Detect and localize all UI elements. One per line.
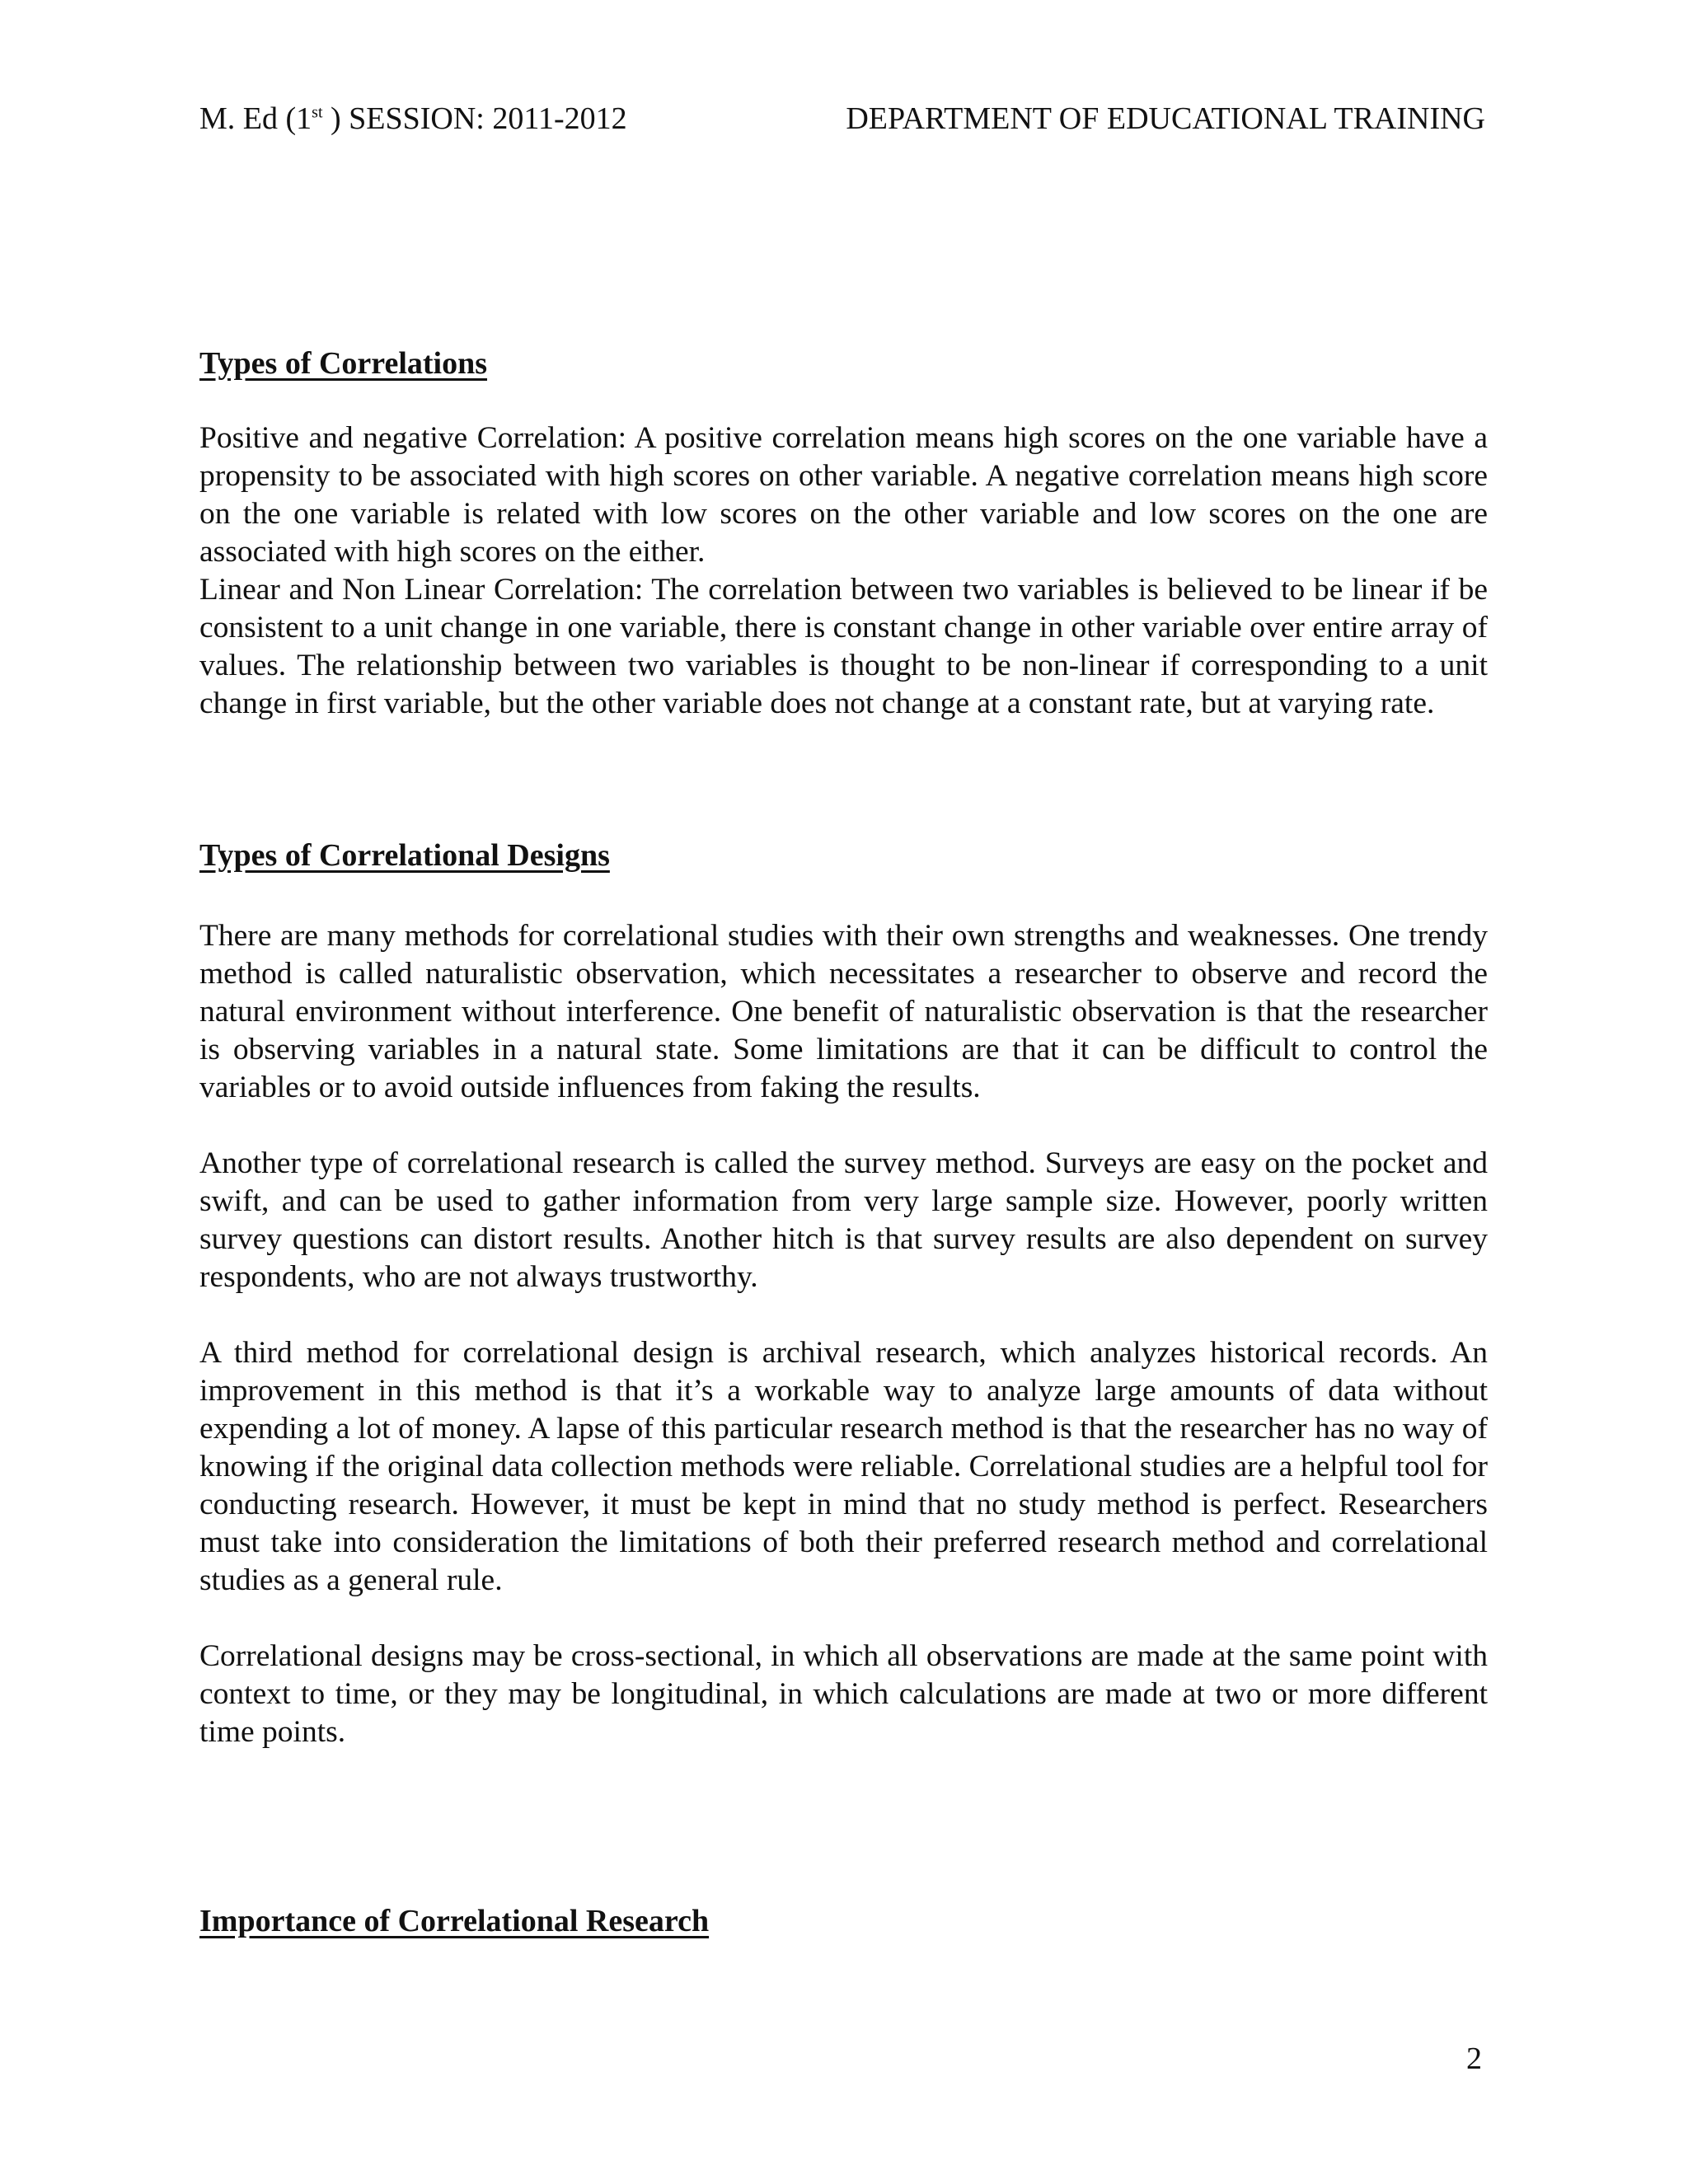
paragraph-naturalistic-observation: There are many methods for correlational studies with their own strengths and weaknesses. One trendy method is called naturalistic observation, which necessitates a researcher to observe and record the natural environment without interference. One benefit of naturalistic observation is that the researcher is observing variables in a natural state. Some limitations are that it can be difficult to control the variables or to avoid outside influences from faking the results. [199, 919, 1488, 1104]
paragraph-linear-nonlinear: Linear and Non Linear Correlation: The correlation between two variables is believed to be linear if be consistent to a unit change in one variable, there is constant change in other variable over entire array of values. The relationship between two variables is thought to be non-linear if corresponding to a unit change in first variable, but the other variable does not change at a constant rate, but at varying rate. [199, 573, 1488, 720]
page-number: 2 [1466, 2041, 1482, 2076]
department-label: DEPARTMENT OF EDUCATIONAL TRAINING [846, 101, 1485, 136]
paragraph-survey-method: Another type of correlational research is called the survey method. Surveys are easy on the pocket and swift, and can be used to gather information from very large sample size. However, poorly written survey questions can distort results. Another hitch is that survey results are also dependent on survey respondents, who are not always trustworthy. [199, 1146, 1488, 1294]
paragraph-archival-research: A third method for correlational design is archival research, which analyzes historical records. An improvement in this method is that it’s a workable way to analyze large amounts of data without expending a lot of money. A lapse of this particular research method is that the researcher has no way of knowing if the original data collection methods were reliable. Correlational studies are a helpful tool for conducting research. However, it must be kept in mind that no study method is perfect. Researchers must take into consideration the limitations of both their preferred research method and correlational studies as a general rule. [199, 1336, 1488, 1597]
page-header [199, 97, 1485, 140]
heading-types-of-correlations: Types of Correlations [199, 346, 488, 381]
session-label: M. Ed (1st ) SESSION: 2011-2012 [199, 101, 627, 136]
section-types-of-correlations [199, 419, 1488, 723]
paragraph-positive-negative: Positive and negative Correlation: A positive correlation means high scores on the one variable have a propensity to be associated with high scores on other variable. A negative correlation means high score on the one variable is related with low scores on the other variable and low scores on the one are associated with high scores on the either. [199, 421, 1488, 569]
paragraph-cross-sectional: Correlational designs may be cross-sectional, in which all observations are made at the same point with context to time, or they may be longitudinal, in which calculations are made at two or more different time points. [199, 1639, 1488, 1749]
heading-importance: Importance of Correlational Research [199, 1904, 710, 1938]
heading-types-of-correlational-designs: Types of Correlational Designs [199, 838, 610, 873]
